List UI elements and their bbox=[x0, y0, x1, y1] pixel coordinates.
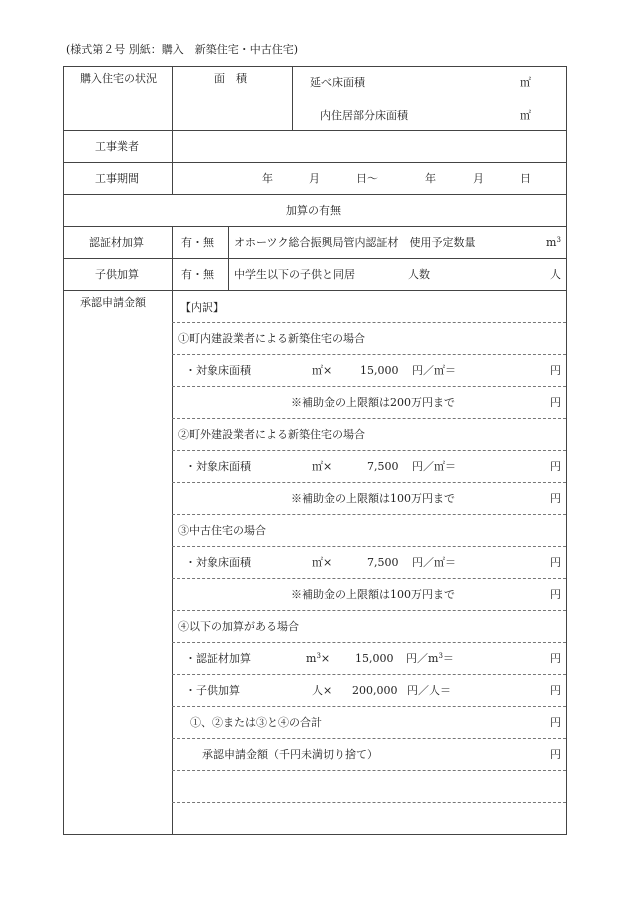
cert-material-label: 認証材加算 bbox=[89, 236, 144, 249]
period-start-month: 月 bbox=[309, 172, 320, 185]
period-end-year: 年 bbox=[425, 172, 436, 185]
addition-heading: 加算の有無 bbox=[286, 204, 341, 217]
section3-note-yen: 円 bbox=[550, 588, 561, 601]
children-choice[interactable]: 有・無 bbox=[181, 268, 214, 281]
contractor-label: 工事業者 bbox=[95, 140, 139, 153]
period-end-month: 月 bbox=[473, 172, 484, 185]
section1-note: ※補助金の上限額は200万円まで bbox=[291, 396, 455, 409]
property-label: 購入住宅の状況 bbox=[80, 72, 157, 85]
section2-note: ※補助金の上限額は100万円まで bbox=[291, 492, 455, 505]
children-count-label: 人数 bbox=[408, 268, 430, 281]
form-header: (様式第２号 別紙：購入 新築住宅・中古住宅) bbox=[66, 43, 299, 56]
area-heading: 面 積 bbox=[214, 72, 247, 85]
period-start-year: 年 bbox=[262, 172, 273, 185]
residential-floor-label: 内住居部分床面積 bbox=[320, 109, 408, 122]
period-end-day: 日 bbox=[520, 172, 531, 185]
section3-title: ③中古住宅の場合 bbox=[178, 524, 266, 537]
cert-material-choice[interactable]: 有・無 bbox=[181, 236, 214, 249]
section2-title: ②町外建設業者による新築住宅の場合 bbox=[178, 428, 365, 441]
period-label: 工事期間 bbox=[95, 172, 139, 185]
cert-material-description: オホーツク総合振興局管内認証材 使用予定数量 bbox=[234, 236, 476, 249]
residential-floor-unit: ㎡ bbox=[520, 109, 531, 122]
final-amount-yen: 円 bbox=[550, 748, 561, 761]
cert-material-unit: $m^3$ bbox=[546, 236, 561, 249]
sum-yen: 円 bbox=[550, 716, 561, 729]
period-start-day: 日～ bbox=[356, 172, 378, 185]
section4-title: ④以下の加算がある場合 bbox=[178, 620, 299, 633]
application-amount-label: 承認申請金額 bbox=[80, 296, 146, 309]
final-amount-label: 承認申請金額（千円未満切り捨て） bbox=[202, 748, 378, 761]
section3-note: ※補助金の上限額は100万円まで bbox=[291, 588, 455, 601]
total-floor-unit: ㎡ bbox=[520, 76, 531, 89]
section2-note-yen: 円 bbox=[550, 492, 561, 505]
children-label: 子供加算 bbox=[95, 268, 139, 281]
sum-label: ①、②または③と④の合計 bbox=[190, 716, 322, 729]
section1-note-yen: 円 bbox=[550, 396, 561, 409]
breakdown-heading: 【内訳】 bbox=[180, 301, 224, 314]
section1-title: ①町内建設業者による新築住宅の場合 bbox=[178, 332, 365, 345]
total-floor-label: 延べ床面積 bbox=[310, 76, 365, 89]
children-description: 中学生以下の子供と同居 bbox=[234, 268, 355, 281]
children-unit: 人 bbox=[550, 268, 561, 281]
